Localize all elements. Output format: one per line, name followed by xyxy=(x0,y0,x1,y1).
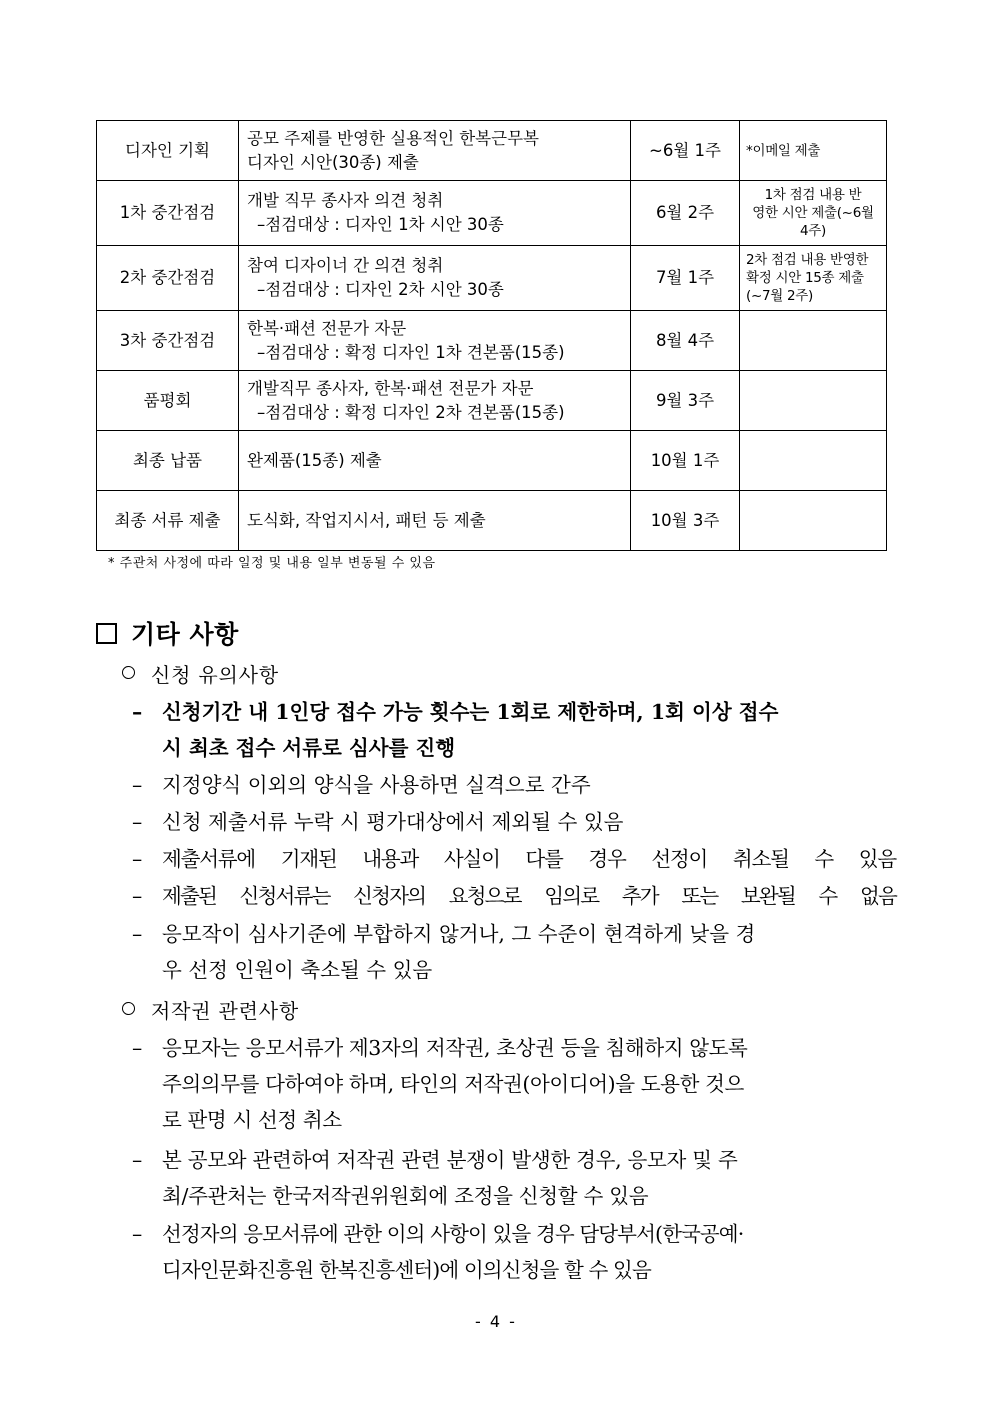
list-item xyxy=(132,1030,896,1138)
dash-bullet: – xyxy=(132,773,143,797)
date-cell: 10월 3주 xyxy=(631,491,740,551)
content-line: 참여 디자이너 간 의견 청취 xyxy=(247,256,444,275)
content-line: –점검대상 : 디자인 1차 시안 30종 xyxy=(257,215,504,234)
dash-bullet: – xyxy=(132,1036,143,1060)
list-item xyxy=(132,841,896,877)
note-line: 영한 시안 제출(~6월 xyxy=(752,205,874,221)
dash-bullet: – xyxy=(132,884,143,908)
section-title-text: 기타 사항 xyxy=(131,620,239,649)
table-row xyxy=(97,246,887,311)
note-cell xyxy=(740,491,887,551)
section-title xyxy=(96,615,239,651)
list-item xyxy=(132,767,896,803)
dash-bullet: – xyxy=(132,700,143,724)
item-line: 우 선정 인원이 축소될 수 있음 xyxy=(162,958,433,982)
group-heading-text: 저작권 관련사항 xyxy=(151,999,299,1023)
phase-cell: 2차 중간점검 xyxy=(97,246,239,311)
item-text xyxy=(162,694,896,766)
group-heading xyxy=(122,659,279,688)
item-line: 시 최초 접수 서류로 심사를 진행 xyxy=(162,736,456,760)
note-line: (~7월 2주) xyxy=(746,288,813,304)
item-line: 신청기간 내 1인당 접수 가능 횟수는 1회로 제한하며, 1회 이상 접수 xyxy=(162,700,779,724)
note-cell xyxy=(740,121,887,181)
item-text xyxy=(162,1216,896,1288)
dash-bullet: – xyxy=(132,922,143,946)
content-cell xyxy=(239,246,631,311)
phase-cell: 3차 중간점검 xyxy=(97,311,239,371)
item-line: 제출서류에 기재된 내용과 사실이 다를 경우 선정이 취소될 수 있음 xyxy=(162,847,896,871)
item-line: 응모자는 응모서류가 제3자의 저작권, 초상권 등을 침해하지 않도록 xyxy=(162,1036,748,1060)
table-row xyxy=(97,491,887,551)
item-line: 지정양식 이외의 양식을 사용하면 실격으로 간주 xyxy=(162,773,591,797)
circle-bullet-icon xyxy=(122,666,135,679)
note-cell xyxy=(740,371,887,431)
item-line: 로 판명 시 선정 취소 xyxy=(162,1108,342,1132)
phase-cell: 1차 중간점검 xyxy=(97,181,239,246)
item-line: 제출된 신청서류는 신청자의 요청으로 임의로 추가 또는 보완될 수 없음 xyxy=(162,884,896,908)
content-line: 디자인 시안(30종) 제출 xyxy=(247,152,419,172)
dash-bullet: – xyxy=(132,847,143,871)
checkbox-square-icon xyxy=(96,623,117,644)
list-item xyxy=(132,694,896,766)
note-line: 1차 점검 내용 반 xyxy=(764,187,862,203)
list-item xyxy=(132,878,896,914)
list-item xyxy=(132,916,896,988)
content-cell xyxy=(239,121,631,181)
item-text xyxy=(162,1030,896,1138)
phase-cell: 품평회 xyxy=(97,371,239,431)
item-text xyxy=(162,916,896,988)
content-cell xyxy=(239,181,631,246)
item-line: 최/주관처는 한국저작권위원회에 조정을 신청할 수 있음 xyxy=(162,1184,649,1208)
item-line: 본 공모와 관련하여 저작권 관련 분쟁이 발생한 경우, 응모자 및 주 xyxy=(162,1148,738,1172)
note-cell xyxy=(740,311,887,371)
content-cell xyxy=(239,491,631,551)
content-cell xyxy=(239,431,631,491)
table-row xyxy=(97,371,887,431)
content-line: 개발 직무 종사자 의견 청취 xyxy=(247,191,444,210)
phase-cell: 디자인 기획 xyxy=(97,121,239,181)
content-line: –점검대상 : 확정 디자인 1차 견본품(15종) xyxy=(257,342,565,362)
dash-bullet: – xyxy=(132,1148,143,1172)
note-cell xyxy=(740,431,887,491)
dash-bullet: – xyxy=(132,810,143,834)
date-cell: 7월 1주 xyxy=(631,246,740,311)
list-item xyxy=(132,1142,896,1214)
schedule-table xyxy=(96,120,887,551)
item-text xyxy=(162,1142,896,1214)
content-line: 한복·패션 전문가 자문 xyxy=(247,318,407,338)
date-cell: 8월 4주 xyxy=(631,311,740,371)
content-line: 도식화, 작업지시서, 패턴 등 제출 xyxy=(247,510,486,530)
content-line: 완제품(15종) 제출 xyxy=(247,450,382,470)
phase-cell: 최종 납품 xyxy=(97,431,239,491)
item-line: 선정자의 응모서류에 관한 이의 사항이 있을 경우 담당부서(한국공예· xyxy=(162,1222,744,1246)
table-row xyxy=(97,181,887,246)
date-cell: 6월 2주 xyxy=(631,181,740,246)
dash-bullet: – xyxy=(132,1222,143,1246)
page-number: - 4 - xyxy=(475,1312,517,1331)
note-line: 2차 점검 내용 반영한 xyxy=(746,252,869,268)
content-cell xyxy=(239,371,631,431)
content-line: –점검대상 : 디자인 2차 시안 30종 xyxy=(257,280,504,299)
content-line: 공모 주제를 반영한 실용적인 한복근무복 xyxy=(247,128,539,148)
content-line: –점검대상 : 확정 디자인 2차 견본품(15종) xyxy=(257,402,565,422)
schedule-footnote: * 주관처 사정에 따라 일정 및 내용 일부 변동될 수 있음 xyxy=(108,556,436,571)
note-line: *이메일 제출 xyxy=(746,142,821,159)
item-line: 주의의무를 다하여야 하며, 타인의 저작권(아이디어)을 도용한 것으 xyxy=(162,1072,744,1096)
group-heading xyxy=(122,995,299,1024)
list-item xyxy=(132,1216,896,1288)
note-line: 4주) xyxy=(800,223,826,239)
date-cell: 9월 3주 xyxy=(631,371,740,431)
list-item xyxy=(132,804,896,840)
date-cell: ~6월 1주 xyxy=(631,121,740,181)
note-cell xyxy=(740,246,887,311)
table-row xyxy=(97,311,887,371)
item-line: 디자인문화진흥원 한복진흥센터)에 이의신청을 할 수 있음 xyxy=(162,1258,651,1282)
phase-cell: 최종 서류 제출 xyxy=(97,491,239,551)
note-cell xyxy=(740,181,887,246)
table-row xyxy=(97,431,887,491)
item-line: 신청 제출서류 누락 시 평가대상에서 제외될 수 있음 xyxy=(162,810,624,834)
circle-bullet-icon xyxy=(122,1002,135,1015)
table-row xyxy=(97,121,887,181)
content-cell xyxy=(239,311,631,371)
date-cell: 10월 1주 xyxy=(631,431,740,491)
content-line: 개발직무 종사자, 한복·패션 전문가 자문 xyxy=(247,378,534,398)
item-line: 응모작이 심사기준에 부합하지 않거나, 그 수준이 현격하게 낮을 경 xyxy=(162,922,756,946)
note-line: 확정 시안 15종 제출 xyxy=(746,270,864,286)
group-heading-text: 신청 유의사항 xyxy=(151,663,279,687)
